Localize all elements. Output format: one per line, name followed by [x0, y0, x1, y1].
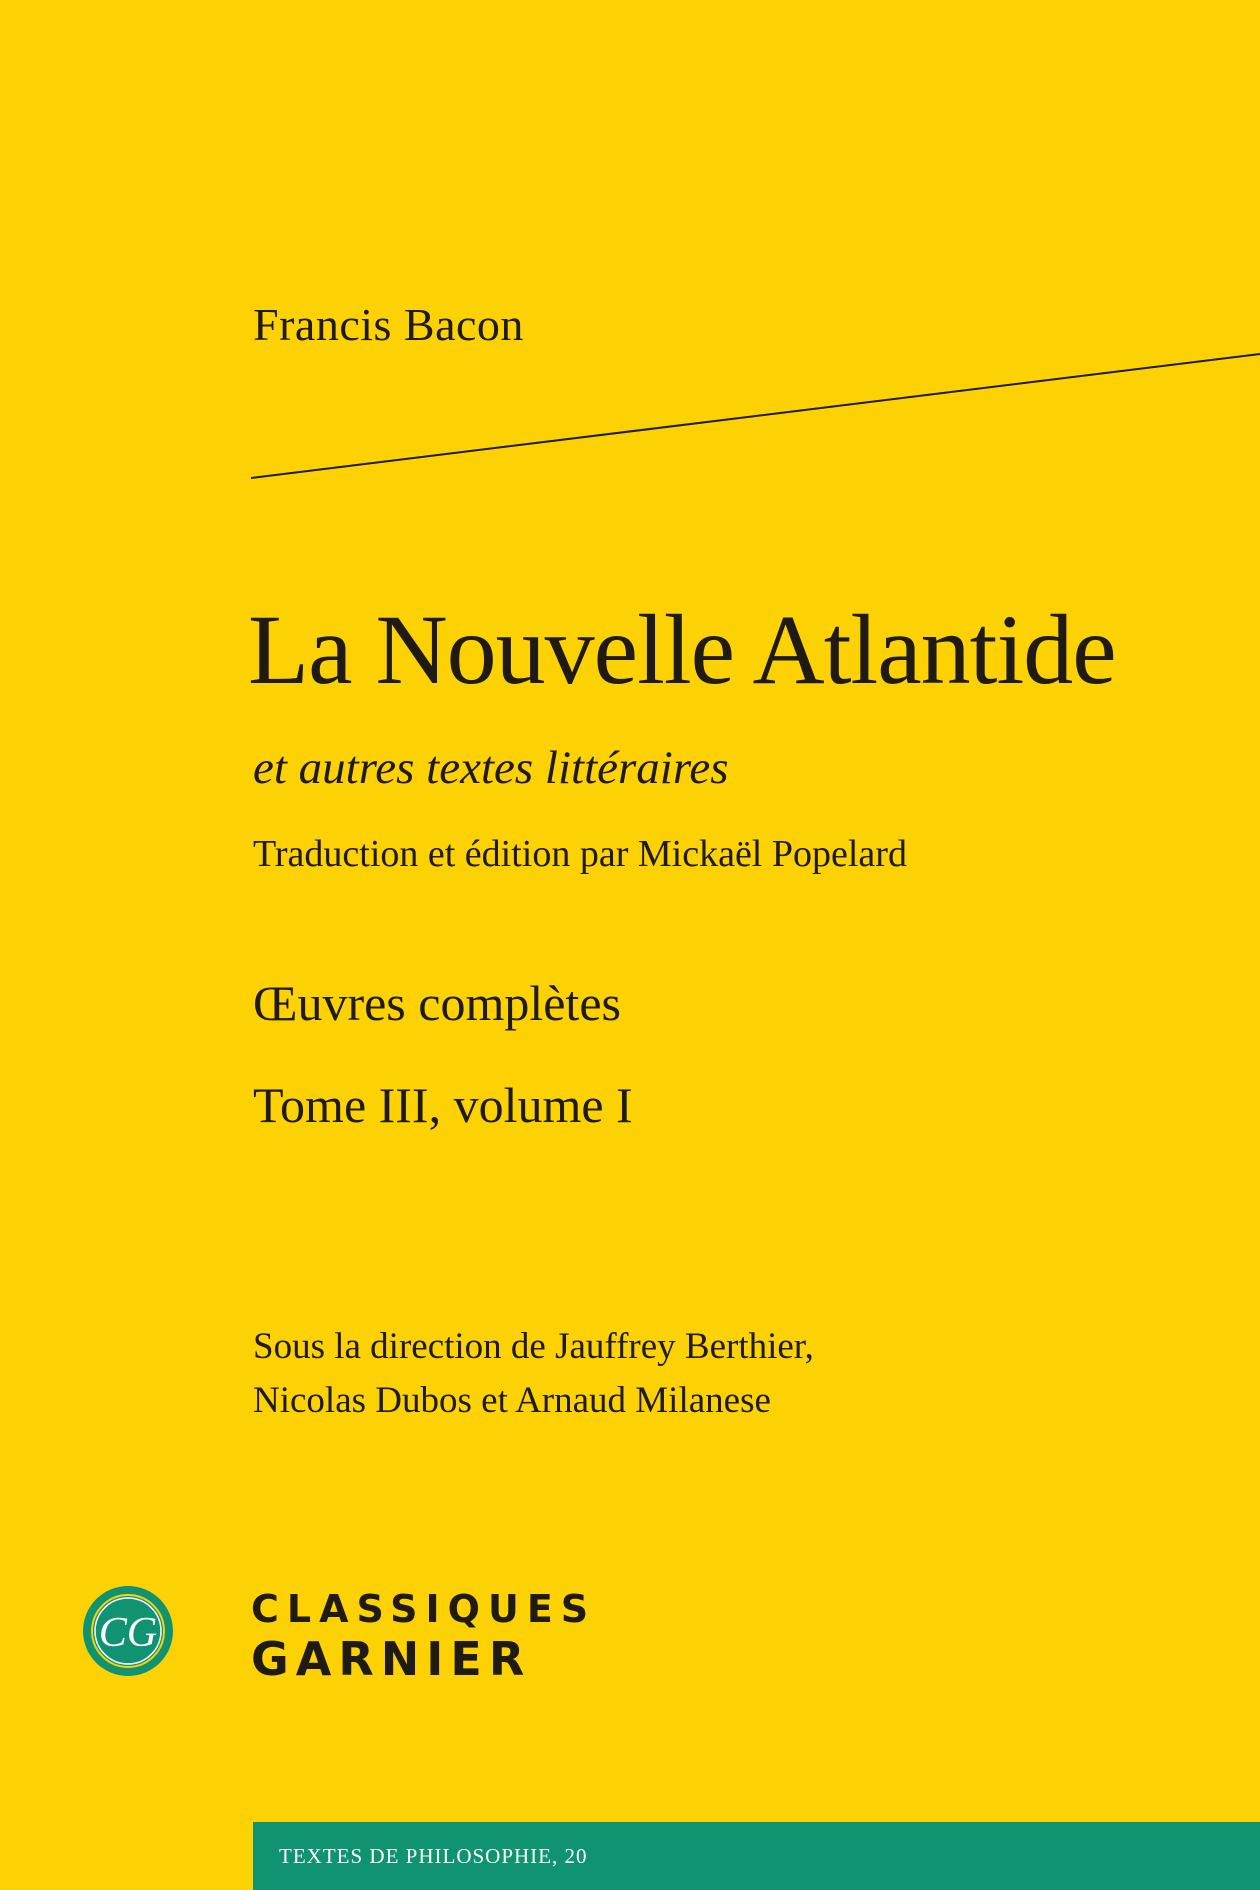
collection-band [253, 1822, 1260, 1890]
editorial-direction [253, 1320, 814, 1428]
classiques-garnier-logo-icon [82, 1585, 174, 1677]
translator-credit: Traduction et édition par Mickaël Popelard [253, 833, 907, 875]
publisher-line-2: GARNIER [251, 1632, 532, 1686]
series-title: Œuvres complètes [253, 975, 621, 1031]
publisher-wordmark [251, 1587, 597, 1686]
volume-label: Tome III, volume I [253, 1077, 633, 1133]
book-subtitle: et autres textes littéraires [253, 742, 729, 794]
collection-label: TEXTES DE PHILOSOPHIE, 20 [279, 1844, 588, 1868]
publisher-line-1: CLASSIQUES [251, 1587, 597, 1631]
direction-line-1: Sous la direction de Jauffrey Berthier, [253, 1326, 814, 1367]
author-name: Francis Bacon [253, 299, 524, 350]
book-title: La Nouvelle Atlantide [248, 594, 1116, 705]
direction-line-2: Nicolas Dubos et Arnaud Milanese [253, 1380, 771, 1421]
logo-letters: CG [98, 1610, 158, 1656]
